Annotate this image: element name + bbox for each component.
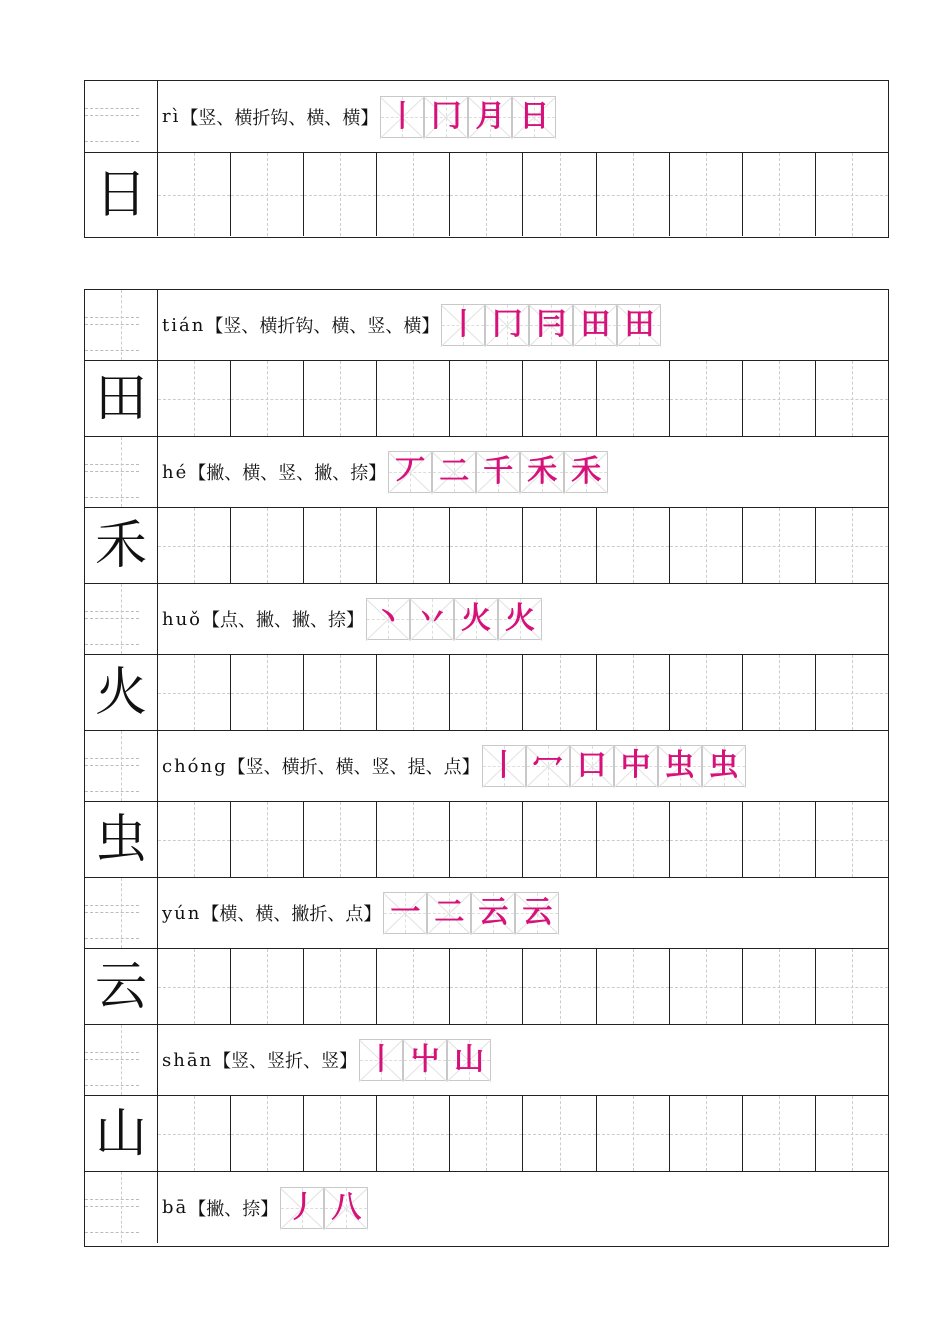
stroke-step-glyph: 丿 — [287, 1189, 318, 1225]
model-char-cell — [85, 655, 158, 730]
info-left-cell — [85, 81, 158, 152]
stroke-step-glyph: 二 — [439, 454, 470, 489]
model-character: 虫 — [94, 809, 147, 870]
practice-cell[interactable] — [231, 361, 304, 436]
practice-cell[interactable] — [158, 949, 231, 1024]
practice-cells — [158, 508, 888, 583]
practice-cell[interactable] — [377, 1096, 450, 1171]
practice-cell[interactable] — [670, 153, 743, 236]
stroke-order-boxes — [280, 1187, 368, 1229]
practice-cell[interactable] — [670, 508, 743, 583]
practice-cell[interactable] — [670, 802, 743, 877]
stroke-info — [158, 584, 888, 654]
stroke-step-box — [454, 598, 498, 640]
stroke-info — [158, 878, 888, 948]
stroke-step-box — [570, 745, 614, 787]
pinyin-label: shān — [162, 1049, 214, 1071]
practice-cell[interactable] — [450, 508, 523, 583]
practice-cell[interactable] — [304, 508, 377, 583]
practice-cells — [158, 655, 888, 730]
practice-cell[interactable] — [158, 153, 231, 236]
stroke-step-box — [280, 1187, 324, 1229]
practice-cell[interactable] — [158, 1096, 231, 1171]
stroke-step-box — [564, 451, 608, 493]
practice-cell[interactable] — [304, 361, 377, 436]
model-char-cell — [85, 949, 158, 1024]
practice-cells — [158, 361, 888, 436]
writing-grid-row — [85, 361, 888, 437]
practice-cell[interactable] — [450, 361, 523, 436]
practice-cell[interactable] — [816, 1096, 888, 1171]
model-char-cell — [85, 508, 158, 583]
writing-grid-row — [85, 949, 888, 1025]
stroke-names: 【竖、横折、横、竖、提、点】 — [227, 757, 480, 778]
practice-cell[interactable] — [450, 153, 523, 236]
stroke-step-glyph: 丨 — [448, 307, 479, 342]
stroke-step-box — [515, 892, 559, 934]
stroke-step-box — [476, 451, 520, 493]
practice-cell[interactable] — [523, 802, 596, 877]
practice-cell[interactable] — [377, 802, 450, 877]
stroke-step-box — [512, 96, 556, 138]
practice-cell[interactable] — [158, 508, 231, 583]
stroke-step-glyph: 屮 — [410, 1042, 441, 1077]
writing-grid-row — [85, 153, 888, 236]
practice-cell[interactable] — [158, 802, 231, 877]
stroke-step-box — [468, 96, 512, 138]
practice-cell[interactable] — [597, 1096, 670, 1171]
stroke-step-glyph: 月 — [475, 98, 506, 134]
stroke-step-glyph: 千 — [483, 454, 514, 489]
stroke-step-box — [658, 745, 702, 787]
stroke-names: 【撇、捺】 — [188, 1198, 279, 1220]
model-char-cell — [85, 1096, 158, 1171]
stroke-step-glyph: 冂 — [492, 307, 523, 342]
practice-cell[interactable] — [743, 1096, 816, 1171]
practice-cell[interactable] — [304, 1096, 377, 1171]
stroke-step-glyph: 丶 — [373, 601, 404, 636]
practice-cell[interactable] — [670, 361, 743, 436]
model-character: 山 — [94, 1103, 147, 1164]
stroke-info — [158, 1172, 888, 1243]
stroke-info — [158, 731, 888, 801]
stroke-names: 【横、横、撇折、点】 — [201, 904, 382, 925]
stroke-step-glyph: 虫 — [708, 748, 739, 783]
practice-cell[interactable] — [816, 949, 888, 1024]
stroke-info — [158, 1025, 888, 1095]
stroke-names: 【点、撇、撇、捺】 — [202, 610, 365, 631]
stroke-step-box — [471, 892, 515, 934]
stroke-step-glyph: 中 — [620, 748, 651, 783]
model-character: 火 — [94, 662, 147, 723]
practice-cell[interactable] — [450, 1096, 523, 1171]
stroke-names: 【撇、横、竖、撇、捺】 — [188, 463, 387, 484]
info-left-cell — [85, 437, 158, 507]
stroke-step-glyph: 云 — [478, 895, 509, 930]
pinyin-label: hé — [162, 461, 189, 483]
practice-cell[interactable] — [816, 361, 888, 436]
stroke-step-box — [410, 598, 454, 640]
stroke-step-glyph: 火 — [505, 601, 536, 636]
model-char-cell — [85, 361, 158, 436]
writing-grid-row — [85, 802, 888, 878]
practice-cell[interactable] — [377, 508, 450, 583]
writing-grid-row — [85, 655, 888, 731]
practice-cells — [158, 949, 888, 1024]
stroke-step-box — [573, 304, 617, 346]
stroke-step-box — [380, 96, 424, 138]
stroke-step-box — [526, 745, 570, 787]
stroke-step-glyph: 火 — [461, 601, 492, 636]
practice-cell[interactable] — [377, 361, 450, 436]
practice-cell[interactable] — [816, 153, 888, 236]
stroke-step-box — [427, 892, 471, 934]
pinyin-label: huǒ — [162, 608, 203, 630]
model-char-cell — [85, 802, 158, 877]
stroke-step-glyph: 禾 — [527, 454, 558, 489]
stroke-step-box — [529, 304, 573, 346]
info-left-cell — [85, 1025, 158, 1095]
practice-sheet-1 — [84, 80, 889, 238]
stroke-step-box — [447, 1039, 491, 1081]
stroke-step-box — [366, 598, 410, 640]
stroke-info — [158, 290, 888, 360]
pinyin-label: chóng — [162, 755, 228, 777]
practice-cell[interactable] — [816, 802, 888, 877]
stroke-step-box — [485, 304, 529, 346]
practice-cell[interactable] — [304, 655, 377, 730]
stroke-step-glyph: 口 — [576, 748, 607, 783]
stroke-step-box — [498, 598, 542, 640]
stroke-step-glyph: 冖 — [532, 748, 563, 783]
stroke-step-glyph: 八 — [331, 1189, 362, 1225]
stroke-step-box — [383, 892, 427, 934]
entry-info-row — [85, 584, 888, 655]
stroke-info — [158, 437, 888, 507]
stroke-step-glyph: 云 — [522, 895, 553, 930]
practice-cell[interactable] — [597, 508, 670, 583]
entry-info-row — [85, 731, 888, 802]
practice-cell[interactable] — [231, 802, 304, 877]
stroke-step-glyph: 丨 — [488, 748, 519, 783]
practice-cell[interactable] — [377, 949, 450, 1024]
stroke-step-glyph: 丆 — [395, 454, 426, 489]
stroke-step-box — [388, 451, 432, 493]
practice-cell[interactable] — [523, 361, 596, 436]
stroke-step-glyph: 丨 — [387, 98, 418, 134]
stroke-step-glyph: 山 — [454, 1042, 485, 1077]
practice-cell[interactable] — [523, 1096, 596, 1171]
practice-cell[interactable] — [743, 361, 816, 436]
entry-info-row — [85, 437, 888, 508]
entry-info-row — [85, 290, 888, 361]
model-char-cell — [85, 153, 158, 236]
practice-cell[interactable] — [523, 508, 596, 583]
practice-cell[interactable] — [816, 508, 888, 583]
stroke-step-box — [617, 304, 661, 346]
stroke-step-glyph: 丷 — [417, 601, 448, 636]
stroke-order-boxes — [383, 892, 559, 934]
practice-cell[interactable] — [231, 655, 304, 730]
writing-grid-row — [85, 508, 888, 584]
stroke-step-box — [432, 451, 476, 493]
model-character: 田 — [94, 368, 147, 429]
practice-cell[interactable] — [816, 655, 888, 730]
practice-cell[interactable] — [597, 361, 670, 436]
practice-cell[interactable] — [670, 655, 743, 730]
stroke-order-boxes — [366, 598, 542, 640]
info-left-cell — [85, 878, 158, 948]
pinyin-label: rì — [162, 106, 181, 127]
practice-cell[interactable] — [450, 802, 523, 877]
practice-cell[interactable] — [304, 802, 377, 877]
practice-cell[interactable] — [523, 949, 596, 1024]
stroke-step-glyph: 田 — [580, 307, 611, 342]
stroke-step-box — [441, 304, 485, 346]
pinyin-label: bā — [162, 1197, 189, 1218]
practice-cell[interactable] — [743, 949, 816, 1024]
stroke-names: 【竖、横折钩、横、竖、横】 — [205, 316, 440, 337]
stroke-step-glyph: 二 — [434, 895, 465, 930]
stroke-order-boxes — [482, 745, 746, 787]
stroke-order-boxes — [441, 304, 661, 346]
stroke-step-glyph: 田 — [624, 307, 655, 342]
stroke-step-box — [324, 1187, 368, 1229]
stroke-order-boxes — [359, 1039, 491, 1081]
stroke-names: 【竖、竖折、竖】 — [213, 1051, 358, 1072]
stroke-order-boxes — [388, 451, 608, 493]
stroke-names: 【竖、横折钩、横、横】 — [180, 107, 379, 129]
stroke-step-box — [403, 1039, 447, 1081]
practice-cell[interactable] — [158, 655, 231, 730]
entry-info-row — [85, 1025, 888, 1096]
stroke-step-box — [424, 96, 468, 138]
practice-cell[interactable] — [523, 153, 596, 236]
practice-cell[interactable] — [523, 655, 596, 730]
practice-cell[interactable] — [743, 802, 816, 877]
stroke-step-box — [702, 745, 746, 787]
stroke-step-box — [614, 745, 658, 787]
entry-info-row — [85, 81, 888, 153]
practice-cell[interactable] — [231, 1096, 304, 1171]
pinyin-label: tián — [162, 314, 206, 336]
practice-cell[interactable] — [597, 802, 670, 877]
practice-cell[interactable] — [743, 153, 816, 236]
practice-cell[interactable] — [377, 153, 450, 236]
practice-cell[interactable] — [450, 949, 523, 1024]
practice-cell[interactable] — [597, 153, 670, 236]
info-left-cell — [85, 1172, 158, 1243]
pinyin-label: yún — [162, 902, 202, 924]
stroke-info — [158, 81, 888, 152]
practice-sheet-2 — [84, 289, 889, 1247]
info-left-cell — [85, 290, 158, 360]
practice-cells — [158, 153, 888, 236]
practice-cell[interactable] — [597, 949, 670, 1024]
stroke-step-glyph: 禾 — [571, 454, 602, 489]
practice-cell[interactable] — [304, 153, 377, 236]
practice-cell[interactable] — [450, 655, 523, 730]
stroke-step-glyph: 日 — [519, 98, 550, 134]
entry-info-row — [85, 1172, 888, 1243]
stroke-order-boxes — [380, 96, 556, 138]
practice-cell[interactable] — [670, 1096, 743, 1171]
practice-cell[interactable] — [743, 655, 816, 730]
info-left-cell — [85, 584, 158, 654]
stroke-step-box — [482, 745, 526, 787]
practice-cells — [158, 802, 888, 877]
info-left-cell — [85, 731, 158, 801]
practice-cell[interactable] — [231, 508, 304, 583]
practice-cell[interactable] — [377, 655, 450, 730]
stroke-step-box — [520, 451, 564, 493]
practice-cell[interactable] — [670, 949, 743, 1024]
practice-cell[interactable] — [158, 361, 231, 436]
practice-cell[interactable] — [231, 153, 304, 236]
stroke-step-glyph: 冂 — [431, 98, 462, 134]
practice-cell[interactable] — [304, 949, 377, 1024]
practice-cells — [158, 1096, 888, 1171]
stroke-step-glyph: 丨 — [366, 1042, 397, 1077]
stroke-step-glyph: 冃 — [536, 307, 567, 342]
practice-cell[interactable] — [597, 655, 670, 730]
entry-info-row — [85, 878, 888, 949]
stroke-step-box — [359, 1039, 403, 1081]
practice-cell[interactable] — [231, 949, 304, 1024]
writing-grid-row — [85, 1096, 888, 1172]
stroke-step-glyph: 虫 — [664, 748, 695, 783]
practice-cell[interactable] — [743, 508, 816, 583]
model-character: 日 — [94, 164, 147, 225]
model-character: 禾 — [94, 515, 147, 576]
stroke-step-glyph: 一 — [390, 895, 421, 930]
model-character: 云 — [94, 956, 147, 1017]
